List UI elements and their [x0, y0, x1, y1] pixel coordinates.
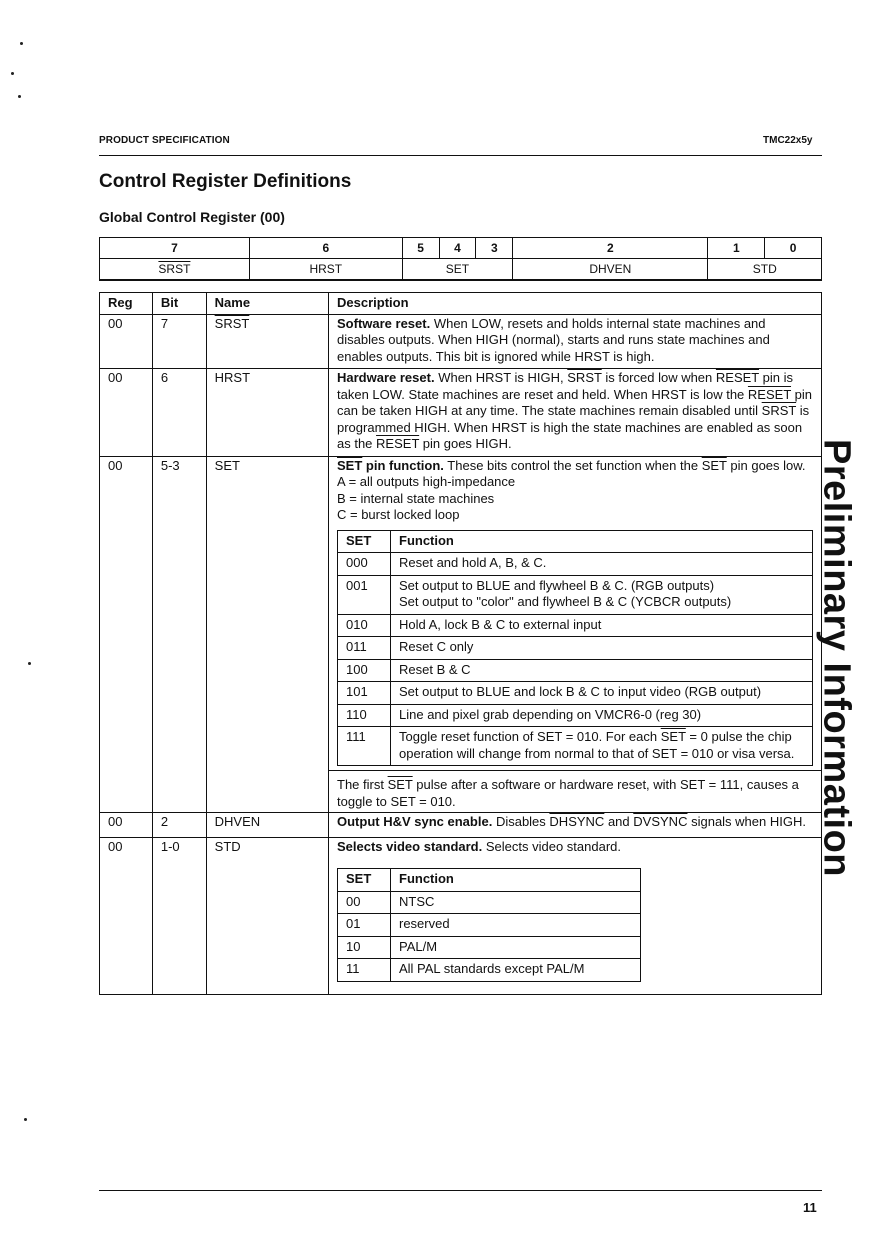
bit-number: 1: [708, 238, 765, 259]
name-cell: SET: [206, 456, 328, 813]
reg-cell: 00: [100, 813, 153, 838]
bit-number: 6: [249, 238, 402, 259]
section-subtitle: Global Control Register (00): [99, 209, 285, 225]
name-cell: DHVEN: [206, 813, 328, 838]
sub-table-row: [338, 959, 641, 982]
sub-column-header: SET: [338, 869, 391, 892]
table-row: [100, 314, 822, 369]
bit-number: 2: [513, 238, 708, 259]
sub-table-row: [338, 637, 813, 660]
set-function: Hold A, lock B & C to external input: [391, 614, 813, 637]
set-function: [391, 727, 813, 766]
bit-number: 3: [476, 238, 513, 259]
desc-text: pin is taken LOW. State machines are reset and held. When HRST is low the: [337, 370, 793, 402]
desc-heading: Selects video standard.: [337, 838, 483, 854]
set-function-line: Set output to BLUE and flywheel B & C. (RGB outputs): [399, 577, 715, 593]
header-divider: [99, 155, 822, 156]
bit-number: 0: [765, 238, 822, 259]
set-function-text: = 0 pulse the chip operation will change from normal to that of SET = 010 or visa versa.: [399, 729, 795, 761]
table-row: [100, 369, 822, 457]
desc-text: and: [607, 814, 630, 829]
desc-line: A = all outputs high-impedance: [337, 474, 516, 489]
page-title: Control Register Definitions: [99, 171, 352, 192]
set-function-text: Toggle reset function of SET = 010. For each: [399, 729, 658, 744]
side-label-text: Preliminary Information: [815, 438, 858, 878]
sub-column-header: Function: [391, 869, 641, 892]
set-function-line: Set output to "color" and flywheel B & C (YCBCR outputs): [399, 594, 732, 609]
column-header: Reg: [100, 293, 153, 315]
signal-name: $\overline{SET}$: [660, 729, 686, 744]
set-function: Reset B & C: [391, 659, 813, 682]
bit-field: STD: [708, 259, 822, 281]
set-code: 110: [338, 704, 391, 727]
scan-speck: [11, 72, 14, 75]
desc-text: These bits control the set function when the: [447, 457, 699, 473]
desc-line: B = internal state machines: [337, 490, 495, 506]
column-header: Bit: [152, 293, 206, 315]
bit-field: HRST: [249, 259, 402, 281]
bit-cell: 1-0: [152, 837, 206, 994]
bit-cell: 6: [152, 369, 206, 457]
description-cell: [329, 837, 822, 994]
desc-text: pin goes HIGH.: [422, 436, 512, 451]
register-bit-map: [99, 237, 822, 281]
bit-cell: 2: [152, 813, 206, 838]
description-cell: [329, 813, 822, 838]
doc-header-left: PRODUCT SPECIFICATION: [99, 135, 230, 146]
set-function: Reset C only: [391, 637, 813, 660]
set-function: Reset and hold A, B, & C.: [391, 553, 813, 576]
desc-line: C = burst locked loop: [337, 507, 460, 522]
scan-speck: [24, 1118, 27, 1121]
signal-name: RESET: [747, 386, 792, 402]
reg-cell: 00: [100, 369, 153, 457]
std-function: NTSC: [391, 891, 641, 914]
bit-number: 7: [100, 238, 250, 259]
desc-text: When LOW, resets and holds internal state machines and disables outputs. When HIGH (normal), starts and runs state machines and enables outputs. This bit is ignored while HRST is high.: [337, 315, 770, 364]
desc-text: is programmed HIGH. When HRST is high the state machines are enabled as soon as the: [337, 403, 810, 451]
desc-heading: Output H&V sync enable.: [337, 814, 493, 829]
bit-number: 4: [439, 238, 476, 259]
bit-field: SET: [402, 259, 513, 281]
std-function: All PAL standards except PAL/M: [391, 959, 641, 982]
desc-paragraph: [337, 839, 813, 856]
signal-name: SRST: [761, 403, 797, 418]
register-definition-table: [99, 292, 822, 995]
sub-table-row: [338, 659, 813, 682]
signal-name: $\overline{SET}$: [701, 457, 727, 473]
table-row: [100, 456, 822, 813]
description-cell: [329, 456, 822, 813]
bit-cell: 7: [152, 314, 206, 369]
column-header: Name: [206, 293, 328, 315]
table-row: [100, 813, 822, 838]
sub-table-row: [338, 727, 813, 766]
description-cell: [329, 314, 822, 369]
desc-text: The first: [337, 777, 384, 792]
table-row: [100, 837, 822, 994]
sub-table-row: [338, 553, 813, 576]
set-code: 001: [338, 575, 391, 614]
sub-table-row: [338, 891, 641, 914]
sub-table-row: [338, 614, 813, 637]
set-code: 100: [338, 659, 391, 682]
description-cell: [329, 369, 822, 457]
set-function-table: [337, 530, 813, 767]
desc-heading: pin function.: [365, 457, 444, 473]
desc-text: pulse after a software or hardware reset, with SET = 111, causes a toggle to SET = 010.: [337, 777, 799, 809]
signal-name: RESET: [376, 436, 420, 451]
set-code: 111: [338, 727, 391, 766]
signal-name: DVSYNC: [633, 814, 688, 829]
std-function: PAL/M: [391, 936, 641, 959]
sub-column-header: Function: [391, 530, 813, 553]
desc-heading-signal: $\overline{SET}$: [337, 457, 363, 473]
preliminary-information-label: [806, 438, 866, 878]
page-number: 11: [803, 1200, 817, 1215]
bit-field: DHVEN: [513, 259, 708, 281]
reg-cell: 00: [100, 314, 153, 369]
desc-text: is forced low when: [605, 370, 713, 385]
sub-table-row: [338, 936, 641, 959]
bit-field-label: SRST: [158, 262, 191, 276]
name-cell: HRST: [206, 369, 328, 457]
sub-table-row: [338, 704, 813, 727]
set-footnote: [329, 770, 821, 810]
name-cell: [206, 314, 328, 369]
std-function: reserved: [391, 914, 641, 937]
desc-paragraph: [337, 458, 813, 475]
std-function-table: [337, 868, 641, 982]
std-code: 01: [338, 914, 391, 937]
sub-table-row: [338, 914, 641, 937]
doc-header-right: TMC22x5y: [763, 135, 813, 146]
std-code: 00: [338, 891, 391, 914]
sub-column-header: SET: [338, 530, 391, 553]
bit-number: 5: [402, 238, 439, 259]
bit-field: [100, 259, 250, 281]
bit-cell: 5-3: [152, 456, 206, 813]
set-function: Set output to BLUE and lock B & C to input video (RGB output): [391, 682, 813, 705]
signal-name: DHSYNC: [549, 814, 605, 829]
desc-heading: Software reset.: [337, 315, 431, 331]
scan-speck: [20, 42, 23, 45]
desc-text: signals when HIGH.: [691, 814, 806, 829]
set-code: 010: [338, 614, 391, 637]
footer-divider: [99, 1190, 822, 1191]
signal-name: SRST: [567, 370, 602, 385]
reg-cell: 00: [100, 837, 153, 994]
desc-text: When HRST is HIGH,: [438, 370, 564, 385]
desc-text: Disables: [495, 814, 546, 829]
signal-name: $\overline{SET}$: [387, 777, 413, 792]
column-header: Description: [329, 293, 822, 315]
reg-cell: 00: [100, 456, 153, 813]
signal-name: RESET: [715, 370, 760, 385]
name-cell: STD: [206, 837, 328, 994]
set-function: [391, 575, 813, 614]
scan-speck: [18, 95, 21, 98]
scan-speck: [28, 662, 31, 665]
set-code: 000: [338, 553, 391, 576]
desc-heading: Hardware reset.: [337, 370, 435, 385]
desc-text: Selects video standard.: [485, 838, 621, 854]
set-code: 011: [338, 637, 391, 660]
set-function: Line and pixel grab depending on VMCR6-0 (reg 30): [391, 704, 813, 727]
desc-text: pin can be taken HIGH at any time. The state machines remain disabled until: [337, 386, 813, 418]
std-code: 11: [338, 959, 391, 982]
name-label: SRST: [214, 315, 250, 331]
sub-table-row: [338, 682, 813, 705]
std-code: 10: [338, 936, 391, 959]
desc-text: pin goes low.: [730, 457, 806, 473]
sub-table-row: [338, 575, 813, 614]
set-code: 101: [338, 682, 391, 705]
